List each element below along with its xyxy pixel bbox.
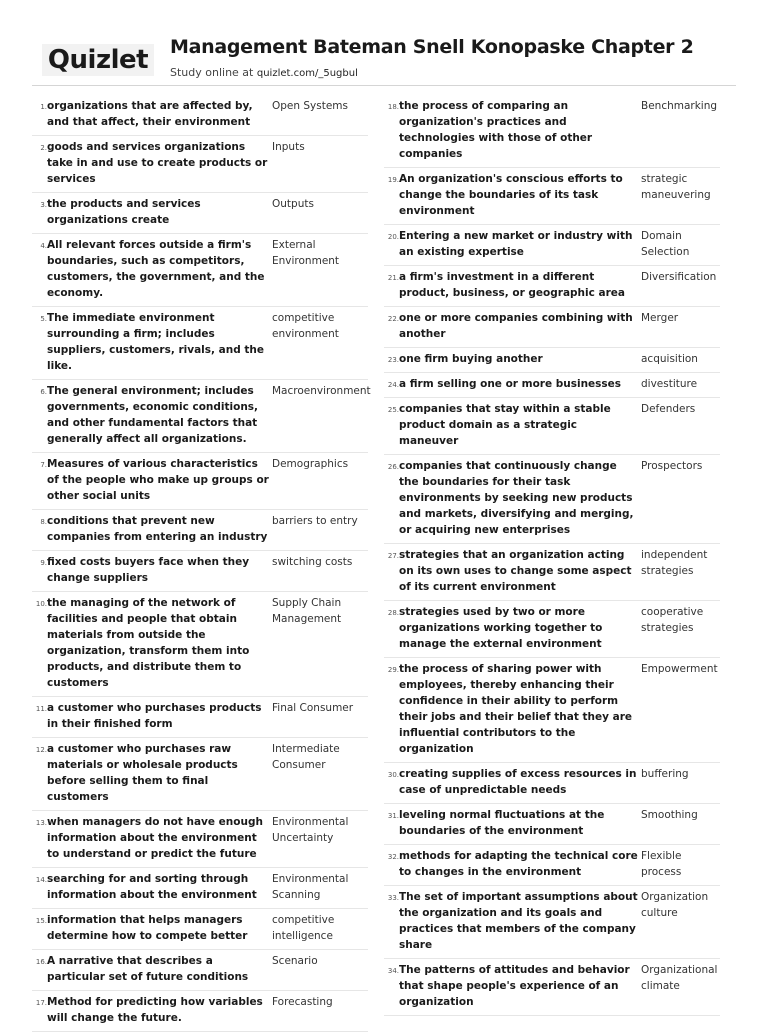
card-term: Smoothing <box>641 809 698 821</box>
flashcard-row <box>32 738 368 811</box>
card-definition: when managers do not have enough information about the environment to understand or predict the future <box>47 816 263 860</box>
card-number: 16. <box>35 958 47 966</box>
flashcard-row <box>32 950 368 991</box>
card-definition: The general environment; includes governments, economic conditions, and other fundamental factors that generally affect all organizations. <box>47 385 259 445</box>
flashcard-row <box>32 510 368 551</box>
card-term: Supply Chain Management <box>272 597 342 625</box>
card-number: 22. <box>387 315 399 323</box>
flashcard-row <box>384 845 720 886</box>
card-term: Organizational climate <box>641 964 718 992</box>
card-term: External Environment <box>272 239 340 267</box>
card-term: Flexible process <box>641 850 682 878</box>
flashcard-row <box>384 763 720 804</box>
card-term: independent strategies <box>641 549 708 577</box>
card-term: Environmental Uncertainty <box>272 816 349 844</box>
subtitle-prefix: Study online at <box>170 66 254 79</box>
card-term: Final Consumer <box>272 702 354 714</box>
card-number: 8. <box>40 518 47 526</box>
card-term: strategic maneuvering <box>641 173 711 201</box>
flashcard-row <box>32 909 368 950</box>
flashcard-row <box>32 234 368 307</box>
flashcard-row <box>32 95 368 136</box>
study-link[interactable]: quizlet.com/_5ugbul <box>256 68 358 79</box>
flashcard-row <box>32 380 371 453</box>
card-number: 29. <box>387 666 399 674</box>
card-definition: companies that stay within a stable product domain as a strategic maneuver <box>399 403 611 447</box>
flashcard-row <box>384 544 720 601</box>
card-term: Benchmarking <box>641 100 718 112</box>
card-number: 26. <box>387 463 399 471</box>
flashcard-row <box>384 398 720 455</box>
card-definition: the process of comparing an organization's practices and technologies with those of other companies <box>399 100 593 160</box>
card-definition: searching for and sorting through information about the environment <box>47 873 257 901</box>
card-definition: a customer who purchases products in their finished form <box>47 702 262 730</box>
card-number: 15. <box>35 917 47 925</box>
card-number: 27. <box>387 552 399 560</box>
card-term: Diversification <box>641 271 717 283</box>
card-number: 7. <box>40 461 47 469</box>
card-definition: An organization's conscious efforts to change the boundaries of its task environment <box>399 173 623 217</box>
flashcard-row <box>384 95 720 168</box>
card-number: 9. <box>40 559 47 567</box>
card-number: 17. <box>35 999 47 1007</box>
card-definition: one firm buying another <box>399 353 543 365</box>
card-term: buffering <box>641 768 689 780</box>
card-term: Outputs <box>272 198 314 210</box>
flashcard-row <box>384 455 720 544</box>
flashcard-row <box>384 804 720 845</box>
flashcard-row <box>32 453 368 510</box>
subtitle <box>170 66 358 79</box>
card-definition: methods for adapting the technical core to changes in the environment <box>399 850 638 878</box>
card-definition: All relevant forces outside a firm's boundaries, such as competitors, customers, the government, and the economy. <box>47 239 265 299</box>
card-number: 25. <box>387 406 399 414</box>
card-definition: conditions that prevent new companies from entering an industry <box>47 515 268 543</box>
card-number: 21. <box>387 274 399 282</box>
card-definition: strategies used by two or more organizations working together to manage the external environment <box>399 606 603 650</box>
flashcard-row <box>32 307 368 380</box>
card-definition: Entering a new market or industry with an existing expertise <box>399 230 633 258</box>
quizlet-logo: Quizlet <box>42 44 154 76</box>
card-number: 2. <box>40 144 47 152</box>
flashcard-row <box>384 307 720 348</box>
flashcard-row <box>384 168 720 225</box>
card-term: Merger <box>641 312 679 324</box>
card-term: Demographics <box>272 458 349 470</box>
card-definition: leveling normal fluctuations at the boundaries of the environment <box>399 809 605 837</box>
card-definition: creating supplies of excess resources in case of unpredictable needs <box>399 768 637 796</box>
card-number: 11. <box>35 705 47 713</box>
flashcard-row <box>384 348 720 373</box>
card-definition: strategies that an organization acting on its own uses to change some aspect of its current environment <box>399 549 632 593</box>
card-term: competitive environment <box>272 312 339 340</box>
card-definition: information that helps managers determine how to compete better <box>47 914 248 942</box>
card-number: 24. <box>387 381 399 389</box>
flashcard-row <box>32 136 368 193</box>
card-number: 10. <box>35 600 47 608</box>
card-term: cooperative strategies <box>641 606 704 634</box>
flashcard-column-left <box>32 95 371 1032</box>
flashcard-column-right <box>384 95 720 1016</box>
card-number: 28. <box>387 609 399 617</box>
card-term: competitive intelligence <box>272 914 335 942</box>
card-definition: a firm's investment in a different product, business, or geographic area <box>399 271 625 299</box>
card-definition: The set of important assumptions about the organization and its goals and practices that members of the company share <box>399 891 638 951</box>
card-number: 19. <box>387 176 399 184</box>
card-number: 30. <box>387 771 399 779</box>
card-term: Domain Selection <box>641 230 690 258</box>
flashcard-row <box>32 811 368 868</box>
card-term: Prospectors <box>641 460 703 472</box>
card-term: Organization culture <box>641 891 709 919</box>
card-definition: companies that continuously change the boundaries for their task environments by seeking new products and markets, diversifying and merging, or acquiring new enterprises <box>399 460 634 536</box>
card-number: 12. <box>35 746 47 754</box>
card-definition: fixed costs buyers face when they change suppliers <box>47 556 250 584</box>
card-definition: Method for predicting how variables will change the future. <box>47 996 263 1024</box>
flashcard-row <box>384 886 720 959</box>
card-number: 20. <box>387 233 399 241</box>
card-number: 4. <box>40 242 47 250</box>
flashcard-row <box>384 601 720 658</box>
flashcard-row <box>384 373 720 398</box>
card-term: barriers to entry <box>272 515 358 527</box>
card-term: Intermediate Consumer <box>272 743 340 771</box>
card-definition: the managing of the network of facilities and people that obtain materials from outside the organization, transform them into products, and distribute them to customers <box>47 597 250 689</box>
card-number: 34. <box>387 967 399 975</box>
card-number: 5. <box>40 315 47 323</box>
card-definition: Measures of various characteristics of the people who make up groups or other social units <box>47 458 269 502</box>
flashcard-row <box>384 658 720 763</box>
card-definition: the products and services organizations create <box>47 198 201 226</box>
page-title: Management Bateman Snell Konopaske Chapter 2 <box>170 36 694 58</box>
card-term: Macroenvironment <box>272 385 371 397</box>
flashcard-row <box>384 266 720 307</box>
flashcard-row <box>32 551 368 592</box>
card-term: acquisition <box>641 353 698 365</box>
header-divider <box>32 85 736 86</box>
card-term: Forecasting <box>272 996 333 1008</box>
card-term: Open Systems <box>272 100 349 112</box>
card-term: Scenario <box>272 955 318 967</box>
card-number: 18. <box>387 103 399 111</box>
card-definition: A narrative that describes a particular set of future conditions <box>47 955 249 983</box>
flashcard-row <box>32 592 368 697</box>
card-definition: organizations that are affected by, and that affect, their environment <box>47 100 253 128</box>
card-term: Environmental Scanning <box>272 873 349 901</box>
card-term: switching costs <box>272 556 353 568</box>
card-number: 3. <box>40 201 47 209</box>
card-term: Inputs <box>272 141 305 153</box>
card-definition: a customer who purchases raw materials or wholesale products before selling them to final customers <box>47 743 238 803</box>
flashcard-row <box>384 959 720 1016</box>
card-definition: a firm selling one or more businesses <box>399 378 622 390</box>
card-number: 32. <box>387 853 399 861</box>
card-definition: goods and services organizations take in and use to create products or services <box>47 141 268 185</box>
flashcard-row <box>32 193 368 234</box>
card-number: 6. <box>40 388 47 396</box>
card-definition: the process of sharing power with employees, thereby enhancing their confidence in their ability to perform their jobs and their belief that they are influential contributors to the organization <box>399 663 632 755</box>
card-term: Empowerment <box>641 663 718 675</box>
card-number: 23. <box>387 356 399 364</box>
card-number: 14. <box>35 876 47 884</box>
card-number: 31. <box>387 812 399 820</box>
flashcard-row <box>32 697 368 738</box>
card-definition: The immediate environment surrounding a firm; includes suppliers, customers, rivals, and the like. <box>47 312 265 372</box>
card-number: 1. <box>40 103 47 111</box>
flashcard-row <box>384 225 720 266</box>
card-term: divestiture <box>641 378 698 390</box>
card-number: 33. <box>387 894 399 902</box>
card-term: Defenders <box>641 403 696 415</box>
card-definition: one or more companies combining with another <box>399 312 633 340</box>
card-number: 13. <box>35 819 47 827</box>
flashcard-row <box>32 868 368 909</box>
card-definition: The patterns of attitudes and behavior that shape people's experience of an organization <box>399 964 630 1008</box>
flashcard-row <box>32 991 368 1032</box>
